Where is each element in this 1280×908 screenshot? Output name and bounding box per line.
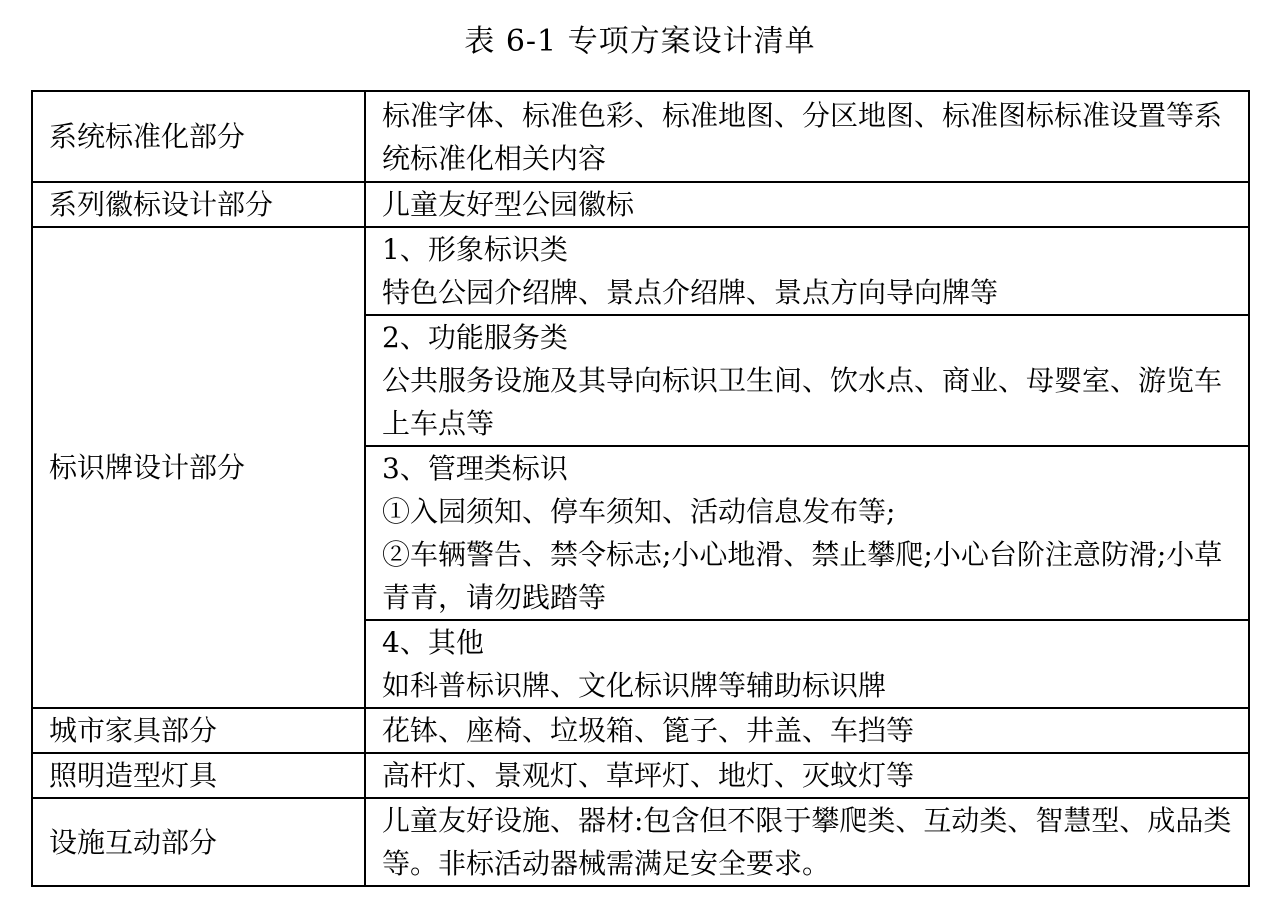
content-cell (365, 315, 1249, 446)
table-row (32, 753, 1249, 798)
content-cell: 标准字体、标准色彩、标准地图、分区地图、标准图标标准设置等系统标准化相关内容 (365, 91, 1249, 182)
sub-text: 特色公园介绍牌、景点介绍牌、景点方向导向牌等 (382, 276, 999, 309)
sub-text: 如科普标识牌、文化标识牌等辅助标识牌 (382, 669, 887, 702)
sub-heading: 4、其他 (382, 626, 484, 659)
table-row (32, 91, 1249, 182)
table-row (32, 182, 1249, 227)
sub-heading: 2、功能服务类 (382, 321, 568, 354)
sub-heading: 3、管理类标识 (382, 452, 568, 485)
content-cell: 花钵、座椅、垃圾箱、篦子、井盖、车挡等 (365, 708, 1249, 753)
category-cell: 系统标准化部分 (32, 91, 365, 182)
content-cell (365, 446, 1249, 620)
category-cell: 标识牌设计部分 (32, 227, 365, 708)
content-cell (365, 620, 1249, 708)
design-list-table (31, 90, 1250, 887)
category-cell: 照明造型灯具 (32, 753, 365, 798)
category-cell: 设施互动部分 (32, 798, 365, 886)
content-cell: 高杆灯、景观灯、草坪灯、地灯、灭蚊灯等 (365, 753, 1249, 798)
category-cell: 城市家具部分 (32, 708, 365, 753)
table-caption: 表 6-1 专项方案设计清单 (464, 24, 816, 59)
content-cell: 儿童友好型公园徽标 (365, 182, 1249, 227)
table-row (32, 227, 1249, 315)
table-row (32, 708, 1249, 753)
sub-text: 公共服务设施及其导向标识卫生间、饮水点、商业、母婴室、游览车上车点等 (382, 364, 1223, 440)
content-cell (365, 227, 1249, 315)
content-cell: 儿童友好设施、器材:包含但不限于攀爬类、互动类、智慧型、成品类等。非标活动器械需满足安全要求。 (365, 798, 1249, 886)
sub-heading: 1、形象标识类 (382, 233, 568, 266)
table-row (32, 798, 1249, 886)
category-cell: 系列徽标设计部分 (32, 182, 365, 227)
sub-text: ②车辆警告、禁令标志;小心地滑、禁止攀爬;小心台阶注意防滑;小草青青，请勿践踏等 (382, 538, 1223, 614)
sub-text: ①入园须知、停车须知、活动信息发布等; (382, 495, 896, 528)
